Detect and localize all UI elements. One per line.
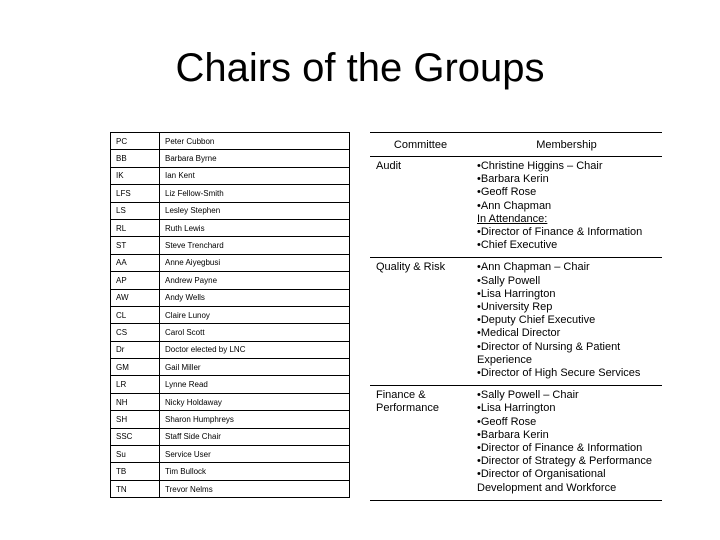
membership-column-header: Membership [471, 133, 662, 157]
initials-row [111, 376, 350, 393]
committee-table [370, 132, 662, 501]
member-item: •Christine Higgins – Chair [477, 160, 603, 172]
initials-full-name: Nicky Holdaway [160, 393, 350, 410]
initials-abbr: TB [111, 463, 160, 480]
initials-abbr: LR [111, 376, 160, 393]
initials-row [111, 428, 350, 445]
initials-row [111, 463, 350, 480]
committee-column-header: Committee [370, 133, 471, 157]
initials-full-name: Peter Cubbon [160, 133, 350, 150]
initials-abbr: TN [111, 480, 160, 497]
initials-full-name: Gail Miller [160, 359, 350, 376]
member-item: •Lisa Harrington [477, 287, 556, 300]
page-title: Chairs of the Groups [175, 46, 545, 90]
initials-full-name: Lesley Stephen [160, 202, 350, 219]
initials-full-name: Barbara Byrne [160, 150, 350, 167]
committee-row [370, 157, 662, 258]
member-item: •Director of Organisational Development and Workforce [477, 468, 617, 494]
initials-abbr: PC [111, 133, 160, 150]
member-item: •Medical Director [477, 327, 561, 340]
initials-full-name: Staff Side Chair [160, 428, 350, 445]
initials-full-name: Steve Trenchard [160, 237, 350, 254]
initials-abbr: IK [111, 167, 160, 184]
committee-table-body [370, 157, 662, 501]
member-item: •Director of Finance & Information [477, 442, 643, 455]
initials-full-name: Andy Wells [160, 289, 350, 306]
initials-abbr: ST [111, 237, 160, 254]
member-item: •Chief Executive [477, 239, 558, 252]
initials-abbr: BB [111, 150, 160, 167]
initials-abbr: NH [111, 393, 160, 410]
initials-full-name: Anne Aiyegbusi [160, 254, 350, 271]
initials-full-name: Tim Bullock [160, 463, 350, 480]
initials-full-name: Lynne Read [160, 376, 350, 393]
initials-row [111, 219, 350, 236]
member-item: •Director of Strategy & Performance [477, 455, 653, 468]
member-item: •Ann Chapman – Chair [477, 261, 590, 274]
initials-row [111, 289, 350, 306]
initials-abbr: GM [111, 359, 160, 376]
member-item: •Sally Powell [477, 274, 541, 287]
committee-name: Audit [370, 157, 471, 258]
initials-table [110, 132, 350, 498]
member-item: •Deputy Chief Executive [477, 314, 596, 327]
member-item: •Ann Chapman [477, 199, 552, 212]
initials-row [111, 393, 350, 410]
initials-abbr: AW [111, 289, 160, 306]
initials-abbr: CL [111, 306, 160, 323]
initials-full-name: Claire Lunoy [160, 306, 350, 323]
initials-row [111, 411, 350, 428]
initials-abbr: SH [111, 411, 160, 428]
initials-row [111, 324, 350, 341]
committee-row [370, 386, 662, 501]
initials-full-name: Trevor Nelms [160, 480, 350, 497]
initials-full-name: Doctor elected by LNC [160, 341, 350, 358]
committee-membership [471, 258, 662, 386]
committee-name: Finance & Performance [370, 386, 471, 501]
initials-row [111, 237, 350, 254]
initials-abbr: Su [111, 446, 160, 463]
member-item: •Director of Nursing & Patient Experience [477, 340, 621, 366]
initials-row [111, 480, 350, 497]
initials-abbr: AA [111, 254, 160, 271]
initials-row [111, 254, 350, 271]
initials-full-name: Liz Fellow-Smith [160, 185, 350, 202]
initials-row [111, 167, 350, 184]
member-item: •Sally Powell – Chair [477, 389, 579, 402]
initials-row [111, 306, 350, 323]
member-item: •Director of Finance & Information [477, 226, 643, 239]
initials-full-name: Carol Scott [160, 324, 350, 341]
initials-row [111, 133, 350, 150]
member-item: •Geoff Rose [477, 186, 537, 199]
member-item: •Lisa Harrington [477, 402, 556, 415]
member-item: •Geoff Rose [477, 415, 537, 428]
initials-full-name: Service User [160, 446, 350, 463]
initials-abbr: SSC [111, 428, 160, 445]
initials-full-name: Sharon Humphreys [160, 411, 350, 428]
committee-row [370, 258, 662, 386]
initials-row [111, 359, 350, 376]
initials-full-name: Ruth Lewis [160, 219, 350, 236]
initials-row [111, 446, 350, 463]
committee-membership [471, 386, 662, 501]
initials-table-body [111, 133, 350, 498]
member-item: •Barbara Kerin [477, 173, 549, 186]
initials-row [111, 185, 350, 202]
initials-abbr: AP [111, 272, 160, 289]
initials-row [111, 150, 350, 167]
member-item: •University Rep [477, 301, 553, 314]
committee-table-header-row [370, 133, 662, 157]
initials-row [111, 272, 350, 289]
initials-abbr: LFS [111, 185, 160, 202]
committee-name: Quality & Risk [370, 258, 471, 386]
member-item: •Barbara Kerin [477, 428, 549, 441]
initials-full-name: Andrew Payne [160, 272, 350, 289]
initials-row [111, 202, 350, 219]
initials-abbr: RL [111, 219, 160, 236]
member-item: In Attendance: [477, 212, 548, 225]
initials-abbr: Dr [111, 341, 160, 358]
initials-abbr: LS [111, 202, 160, 219]
initials-full-name: Ian Kent [160, 167, 350, 184]
initials-abbr: CS [111, 324, 160, 341]
member-item: •Director of High Secure Services [477, 367, 641, 380]
initials-row [111, 341, 350, 358]
committee-membership [471, 157, 662, 258]
